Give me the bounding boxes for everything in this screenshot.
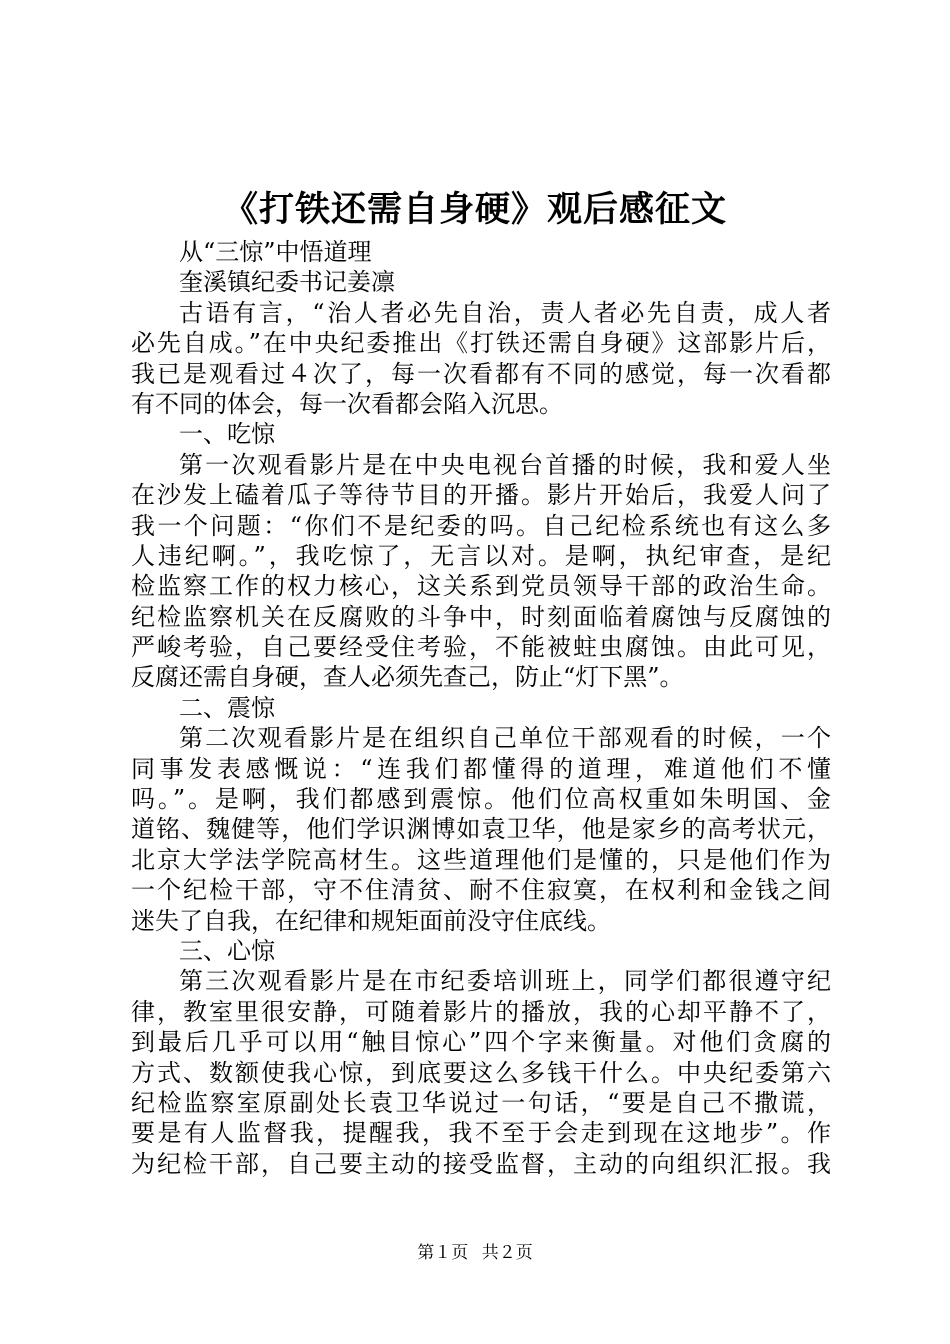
paragraph-line: 方式、数额使我心惊，到底要这么多钱干什么。中央纪委第六 — [131, 1058, 831, 1087]
paragraph-line: 一个纪检干部，守不住清贫、耐不住寂寞，在权利和金钱之间 — [131, 876, 831, 905]
section-heading: 一、吃惊 — [179, 420, 275, 449]
section-heading: 二、震惊 — [179, 693, 275, 722]
paragraph-line: 有不同的体会，每一次看都会陷入沉思。 — [131, 389, 563, 418]
subtitle-line: 从“三惊”中悟道理 — [179, 238, 372, 266]
document-body — [131, 237, 831, 1179]
paragraph-line: 第二次观看影片是在组织自己单位干部观看的时候，一个 — [179, 724, 831, 753]
paragraph-line: 古语有言，“治人者必先自治，责人者必先自责，成人者 — [179, 298, 831, 327]
paragraph-line: 在沙发上磕着瓜子等待节目的开播。影片开始后，我爱人问了 — [131, 481, 831, 510]
section-heading: 三、心惊 — [179, 936, 275, 965]
paragraph-line: 我一个问题：“你们不是纪委的吗。自己纪检系统也有这么多 — [131, 511, 831, 540]
paragraph-line: 律，教室里很安静，可随着影片的播放，我的心却平静不了， — [131, 997, 831, 1026]
paragraph-line: 严峻考验，自己要经受住考验，不能被蛀虫腐蚀。由此可见， — [131, 633, 831, 662]
paragraph-line: 第一次观看影片是在中央电视台首播的时候，我和爱人坐 — [179, 450, 831, 479]
paragraph-line: 必先自成。”在中央纪委推出《打铁还需自身硬》这部影片后， — [131, 329, 831, 358]
page-total: 共２页 — [481, 1243, 533, 1263]
page-footer — [0, 1241, 950, 1265]
paragraph-line: 为纪检干部，自己要主动的接受监督，主动的向组织汇报。我 — [131, 1149, 831, 1178]
paragraph-line: 同事发表感慨说：“连我们都懂得的道理，难道他们不懂 — [131, 754, 831, 783]
document-title: 《打铁还需自身硬》观后感征文 — [222, 189, 727, 230]
paragraph-line: 检监察工作的权力核心，这关系到党员领导干部的政治生命。 — [131, 572, 831, 601]
paragraph-line: 北京大学法学院高材生。这些道理他们是懂的，只是他们作为 — [131, 845, 831, 874]
paragraph-line: 反腐还需自身硬，查人必须先查己，防止“灯下黑”。 — [131, 663, 684, 692]
paragraph-line: 要是有人监督我，提醒我，我不至于会走到现在这地步”。作 — [131, 1119, 831, 1148]
paragraph-line: 道铭、魏健等，他们学识渊博如袁卫华，他是家乡的高考状元， — [131, 815, 831, 844]
paragraph-line: 吗。”。是啊，我们都感到震惊。他们位高权重如朱明国、金 — [131, 785, 831, 814]
page-number: 第１页 — [417, 1243, 469, 1263]
author-line: 奎溪镇纪委书记姜凛 — [179, 268, 395, 297]
paragraph-line: 我已是观看过４次了，每一次看都有不同的感觉，每一次看都 — [131, 359, 831, 388]
paragraph-line: 到最后几乎可以用“触目惊心”四个字来衡量。对他们贪腐的 — [131, 1028, 831, 1057]
paragraph-line: 迷失了自我，在纪律和规矩面前没守住底线。 — [131, 906, 611, 935]
paragraph-line: 纪检监察室原副处长袁卫华说过一句话，“要是自己不撒谎， — [131, 1088, 831, 1117]
paragraph-line: 纪检监察机关在反腐败的斗争中，时刻面临着腐蚀与反腐蚀的 — [131, 602, 831, 631]
paragraph-line: 人违纪啊。”，我吃惊了，无言以对。是啊，执纪审查，是纪 — [131, 541, 831, 570]
paragraph-line: 第三次观看影片是在市纪委培训班上，同学们都很遵守纪 — [179, 967, 831, 996]
